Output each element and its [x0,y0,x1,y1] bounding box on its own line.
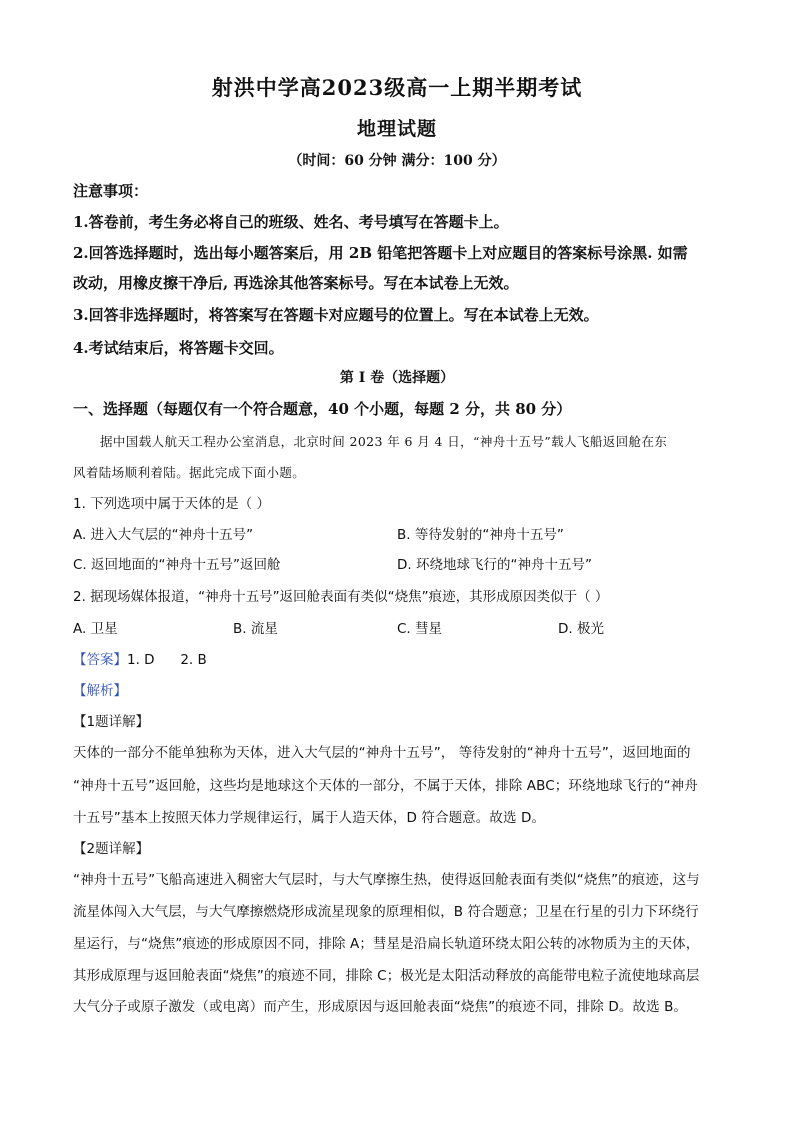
question-1-option-b: B. 等待发射的“神舟十五号” [397,527,564,543]
question-1-stem: 1. 下列选项中属于天体的是（ ） [73,496,270,512]
notes-heading: 注意事项： [73,182,149,200]
exam-time-info: （时间：60 分钟 满分：100 分） [288,153,506,169]
note-item-1: 1.答卷前，考生务必将自己的班级、姓名、考号填写在答题卡上。 [73,213,509,231]
note-item-4: 4.考试结束后，将答题卡交回。 [73,339,284,357]
exam-title: 射洪中学高2023级高一上期半期考试 [211,75,583,100]
answer-label: 【答案】 [73,652,127,668]
detail-1-line-2: “神舟十五号”返回舱，这些均是地球这个天体的一部分，不属于天体，排除 ABC；环绕地球飞行的“神舟 [73,778,698,794]
question-2-option-c: C. 彗星 [397,621,443,637]
analysis-label: 【解析】 [73,683,127,699]
detail-1-label: 【1题详解】 [73,714,150,730]
section-heading: 一、选择题（每题仅有一个符合题意，40 个小题，每题 2 分，共 80 分） [73,400,572,418]
passage-line-2: 风着陆场顺利着陆。据此完成下面小题。 [73,465,306,480]
note-item-2-cont: 改动，用橡皮擦干净后, 再选涂其他答案标号。写在本试卷上无效。 [73,274,519,292]
question-2-option-b: B. 流星 [233,621,278,637]
detail-2-line-4: 其形成原理与返回舱表面“烧焦”的痕迹不同，排除 C；极光是太阳活动释放的高能带电粒子流使地球高层 [73,968,700,984]
detail-1-line-3: 十五号”基本上按照天体力学规律运行，属于人造天体，D 符合题意。故选 D。 [73,810,546,826]
answer-row [73,650,723,670]
note-item-3: 3.回答非选择题时，将答案写在答题卡对应题号的位置上。写在本试卷上无效。 [73,306,599,324]
detail-2-label: 【2题详解】 [73,841,150,857]
question-2-option-a: A. 卫星 [73,621,118,637]
passage-line-1: 据中国载人航天工程办公室消息，北京时间 2023 年 6 月 4 日，“神舟十五号”载人飞船返回舱在东 [100,434,668,449]
answer-text: 1. D 2. B [127,652,207,668]
detail-1-line-1: 天体的一部分不能单独称为天体，进入大气层的“神舟十五号”， 等待发射的“神舟十五号”，返回地面的 [73,745,691,761]
exam-subtitle: 地理试题 [356,118,437,140]
note-item-2: 2.回答选择题时，选出每小题答案后，用 2B 铅笔把答题卡上对应题目的答案标号涂黑. 如需 [73,244,688,262]
volume-title: 第 I 卷（选择题） [339,370,455,386]
question-1-option-a: A. 进入大气层的“神舟十五号” [73,527,254,543]
question-2-stem: 2. 据现场媒体报道，“神舟十五号”返回舱表面有类似“烧焦”痕迹，其形成原因类似于（ ） [73,589,609,605]
detail-2-line-2: 流星体闯入大气层，与大气摩擦燃烧形成流星现象的原理相似，B 符合题意；卫星在行星的引力下环绕行 [73,904,699,920]
detail-2-line-1: “神舟十五号”飞船高速进入稠密大气层时，与大气摩擦生热，使得返回舱表面有类似“烧焦”的痕迹，这与 [73,872,700,888]
question-2-option-d: D. 极光 [558,621,604,637]
detail-2-line-5: 大气分子或原子激发（或电离）而产生，形成原因与返回舱表面“烧焦”的痕迹不同，排除 D。故选 B。 [73,999,688,1015]
detail-2-line-3: 星运行，与“烧焦”痕迹的形成原因不同，排除 A；彗星是沿扁长轨道环绕太阳公转的冰物质为主的天体， [73,936,700,952]
question-1-option-c: C. 返回地面的“神舟十五号”返回舱 [73,557,281,573]
question-1-option-d: D. 环绕地球飞行的“神舟十五号” [397,557,592,573]
